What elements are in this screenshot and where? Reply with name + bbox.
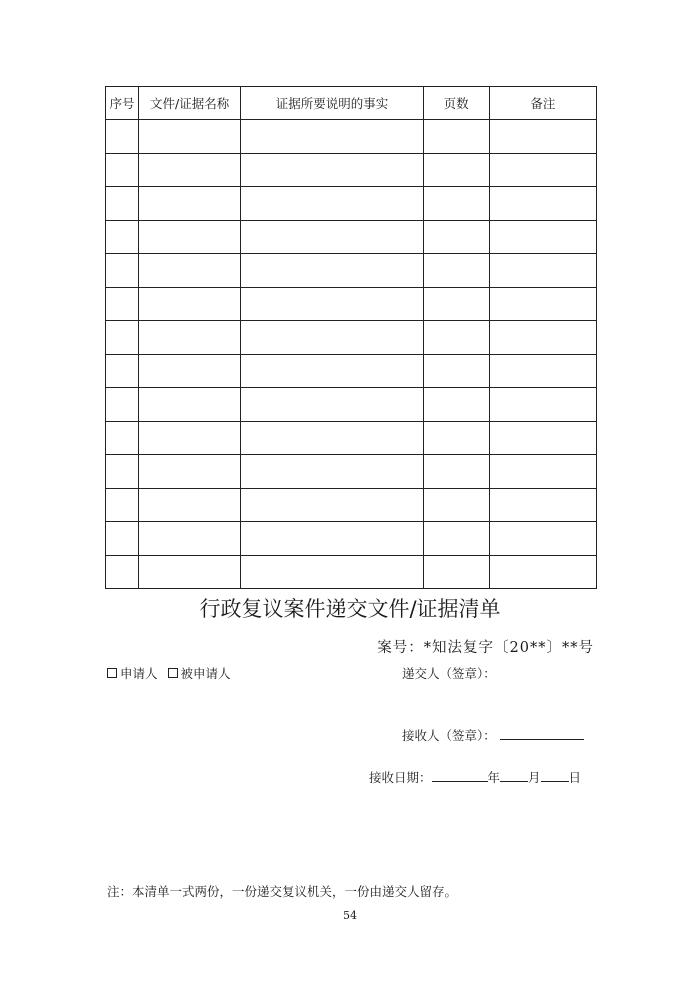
table-cell[interactable] — [139, 287, 241, 321]
table-cell[interactable] — [139, 321, 241, 355]
table-cell[interactable] — [489, 254, 596, 288]
table-cell[interactable] — [139, 354, 241, 388]
page-number: 54 — [343, 909, 357, 922]
table-row — [106, 421, 597, 455]
table-row — [106, 187, 597, 221]
table-cell[interactable] — [423, 287, 489, 321]
table-cell[interactable] — [489, 287, 596, 321]
submitter-label: 递交人（签章）： — [402, 666, 496, 681]
table-cell[interactable] — [423, 455, 489, 489]
table-row — [106, 153, 597, 187]
table-row — [106, 287, 597, 321]
table-cell[interactable] — [106, 388, 139, 422]
table-cell[interactable] — [489, 321, 596, 355]
table-cell[interactable] — [241, 187, 423, 221]
table-cell[interactable] — [423, 555, 489, 589]
header-facts: 证据所要说明的事实 — [241, 87, 423, 120]
table-row — [106, 388, 597, 422]
table-cell[interactable] — [241, 153, 423, 187]
table-cell[interactable] — [106, 220, 139, 254]
case-number: 案号：*知法复字〔20**〕**号 — [377, 640, 594, 656]
table-cell[interactable] — [423, 187, 489, 221]
table-cell[interactable] — [106, 287, 139, 321]
receive-date-label: 接收日期： — [369, 770, 432, 785]
table-cell[interactable] — [106, 421, 139, 455]
table-cell[interactable] — [489, 555, 596, 589]
year-label: 年 — [487, 770, 501, 785]
table-header-row — [106, 87, 597, 120]
header-remarks: 备注 — [489, 87, 596, 120]
table-cell[interactable] — [241, 421, 423, 455]
table-cell[interactable] — [106, 254, 139, 288]
table-cell[interactable] — [423, 220, 489, 254]
form-title: 行政复议案件递交文件/证据清单 — [199, 597, 501, 621]
table-row — [106, 120, 597, 154]
submitter-field — [402, 664, 496, 682]
table-cell[interactable] — [423, 488, 489, 522]
party-options — [107, 664, 241, 682]
year-blank[interactable] — [432, 769, 488, 782]
table-cell[interactable] — [489, 421, 596, 455]
receiver-signature-line[interactable] — [500, 727, 584, 740]
table-row — [106, 555, 597, 589]
table-cell[interactable] — [489, 354, 596, 388]
table-cell[interactable] — [423, 522, 489, 556]
table-cell[interactable] — [106, 354, 139, 388]
applicant-checkbox[interactable] — [107, 668, 117, 678]
evidence-table — [105, 86, 597, 589]
day-label: 日 — [568, 770, 582, 785]
header-serial: 序号 — [106, 87, 139, 120]
table-cell[interactable] — [489, 220, 596, 254]
table-cell[interactable] — [139, 522, 241, 556]
table-cell[interactable] — [489, 388, 596, 422]
table-cell[interactable] — [106, 120, 139, 154]
table-cell[interactable] — [489, 455, 596, 489]
table-cell[interactable] — [423, 354, 489, 388]
table-cell[interactable] — [106, 522, 139, 556]
table-cell[interactable] — [241, 455, 423, 489]
table-cell[interactable] — [423, 254, 489, 288]
table-cell[interactable] — [423, 321, 489, 355]
table-cell[interactable] — [241, 488, 423, 522]
table-cell[interactable] — [423, 120, 489, 154]
month-blank[interactable] — [500, 769, 528, 782]
table-cell[interactable] — [106, 187, 139, 221]
table-cell[interactable] — [139, 120, 241, 154]
table-cell[interactable] — [423, 421, 489, 455]
table-cell[interactable] — [489, 153, 596, 187]
table-cell[interactable] — [241, 388, 423, 422]
table-cell[interactable] — [139, 555, 241, 589]
respondent-label: 被申请人 — [180, 666, 231, 681]
table-cell[interactable] — [106, 455, 139, 489]
applicant-label: 申请人 — [120, 666, 158, 681]
table-cell[interactable] — [139, 421, 241, 455]
table-row — [106, 488, 597, 522]
footnote: 注：本清单一式两份，一份递交复议机关，一份由递交人留存。 — [107, 884, 458, 899]
table-cell[interactable] — [139, 153, 241, 187]
table-cell[interactable] — [489, 522, 596, 556]
table-cell[interactable] — [139, 254, 241, 288]
table-cell[interactable] — [106, 321, 139, 355]
table-cell[interactable] — [241, 321, 423, 355]
table-row — [106, 455, 597, 489]
table-cell[interactable] — [106, 555, 139, 589]
day-blank[interactable] — [541, 769, 569, 782]
table-body — [106, 120, 597, 589]
table-cell[interactable] — [423, 153, 489, 187]
table-row — [106, 321, 597, 355]
respondent-checkbox[interactable] — [168, 668, 178, 678]
table-row — [106, 354, 597, 388]
table-cell[interactable] — [241, 555, 423, 589]
header-file-name: 文件/证据名称 — [139, 87, 241, 120]
table-cell[interactable] — [423, 388, 489, 422]
receive-date-field — [369, 768, 581, 786]
table-cell[interactable] — [139, 388, 241, 422]
table-row — [106, 522, 597, 556]
table-cell[interactable] — [139, 220, 241, 254]
table-cell[interactable] — [139, 488, 241, 522]
table-cell[interactable] — [106, 488, 139, 522]
table-cell[interactable] — [241, 254, 423, 288]
receiver-field — [402, 726, 584, 744]
option-respondent[interactable] — [168, 664, 231, 682]
table-cell[interactable] — [241, 120, 423, 154]
table-cell[interactable] — [489, 120, 596, 154]
table-cell[interactable] — [241, 287, 423, 321]
table-row — [106, 220, 597, 254]
table-cell[interactable] — [489, 488, 596, 522]
table-cell[interactable] — [139, 455, 241, 489]
option-applicant[interactable] — [107, 664, 158, 682]
table-cell[interactable] — [106, 153, 139, 187]
month-label: 月 — [528, 770, 541, 785]
table-cell[interactable] — [489, 187, 596, 221]
table-cell[interactable] — [139, 187, 241, 221]
header-pages: 页数 — [423, 87, 489, 120]
table-row — [106, 254, 597, 288]
table-cell[interactable] — [241, 522, 423, 556]
table-cell[interactable] — [241, 220, 423, 254]
receiver-label: 接收人（签章）： — [402, 728, 496, 743]
table-cell[interactable] — [241, 354, 423, 388]
